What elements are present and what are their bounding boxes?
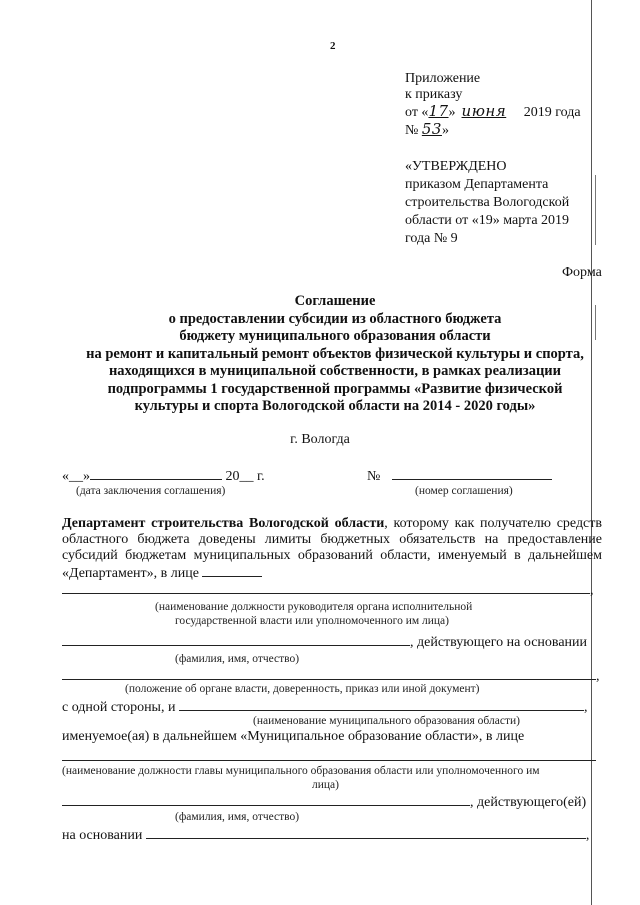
blank-line — [62, 748, 596, 761]
page-number: 2 — [330, 40, 336, 52]
approved-line2: приказом Департамента — [405, 177, 549, 192]
number-blank — [392, 467, 552, 480]
appendix-month: июня — [461, 102, 507, 120]
date-month-blank — [90, 467, 222, 480]
on-basis-field — [62, 826, 589, 844]
one-side-text: с одной стороны, и — [62, 700, 176, 715]
scan-margin-mark — [595, 175, 596, 245]
caption-mo-head: (наименование должности главы муниципального образования области или уполномоченного им — [62, 765, 540, 777]
appendix-line1: Приложение — [405, 71, 481, 86]
number-caption: (номер соглашения) — [415, 485, 513, 497]
appendix-quote: » — [448, 105, 456, 120]
number-sign: № — [367, 469, 381, 484]
comma: , — [590, 583, 594, 598]
appendix-no-prefix: № — [405, 123, 422, 138]
title-line: на ремонт и капитальный ремонт объектов физической культуры и спорта, — [86, 345, 584, 362]
caption-mo: (наименование муниципального образования области) — [253, 715, 520, 727]
title-line: подпрограммы 1 государственной программы «Развитие физической — [107, 380, 563, 397]
caption-mo-head-2: лица) — [312, 779, 339, 791]
blank-line — [202, 564, 262, 577]
title-line: бюджету муниципального образования области — [179, 328, 491, 344]
blank-line — [62, 581, 590, 594]
appendix-number-value: 53 — [421, 120, 442, 138]
on-basis-text: на основании — [62, 828, 143, 843]
appendix-no-suffix: » — [441, 123, 449, 138]
appendix-year: 2019 года — [520, 105, 581, 120]
named-mo-text: именуемое(ая) в дальнейшем «Муниципальное образование области», в лице — [62, 729, 525, 744]
mo-head-field — [62, 748, 596, 766]
appendix-from: от « — [405, 105, 429, 120]
approved-line3: строительства Вологодской — [405, 195, 570, 210]
agreement-date-field — [62, 467, 265, 485]
comma: , — [585, 828, 590, 843]
fio-field — [62, 633, 587, 651]
date-caption: (дата заключения соглашения) — [76, 485, 226, 497]
appendix-day: 17 — [428, 102, 449, 120]
approved-block — [405, 158, 569, 248]
blank-line — [179, 698, 584, 711]
acting-text: , действующего на основании — [410, 635, 588, 650]
paragraph-text: , которому как получателю средств областного бюджета доведены лимиты бюджетных обязательств на предоставление субсидий бюджетам муниципальных образований области, именуемый в дальнейшем «Департамент», в лице — [62, 516, 603, 581]
form-label: Форма — [562, 265, 602, 280]
acting-text-2: , действующего(ей) — [470, 795, 587, 810]
date-day: «__» — [62, 469, 90, 484]
title-line: находящихся в муниципальной собственности, в рамках реализации — [108, 363, 562, 379]
caption-position-2: государственной власти или уполномоченного им лица) — [175, 615, 449, 627]
comma: , — [583, 700, 588, 715]
caption-position: (наименование должности руководителя органа исполнительной — [155, 601, 473, 613]
position-field — [62, 581, 594, 599]
blank-line — [62, 633, 410, 646]
blank-line — [146, 826, 586, 839]
approved-line5: года № 9 — [405, 231, 458, 246]
date-year: 20__ г. — [222, 469, 265, 484]
mo-fio-field — [62, 793, 586, 811]
blank-line — [62, 667, 596, 680]
caption-fio: (фамилия, имя, отчество) — [175, 653, 300, 665]
document-title — [40, 293, 630, 416]
title-line: о предоставлении субсидии из областного бюджета — [168, 310, 502, 327]
approved-line1: «УТВЕРЖДЕНО — [405, 159, 507, 174]
appendix-number — [405, 121, 581, 139]
caption-basis: (положение об органе власти, доверенность, приказ или иной документ) — [125, 683, 480, 695]
appendix-date — [405, 103, 581, 121]
appendix-block — [405, 71, 581, 139]
appendix-line2: к приказу — [405, 87, 463, 102]
caption-mo-fio: (фамилия, имя, отчество) — [175, 811, 300, 823]
city: г. Вологда — [290, 432, 350, 447]
mo-field — [62, 698, 587, 716]
agreement-number-field — [367, 467, 552, 485]
comma: , — [596, 669, 600, 684]
approved-line4: области от «19» марта 2019 — [405, 213, 570, 228]
department-name: Департамент строительства Вологодской области — [62, 516, 385, 531]
title-line: культуры и спорта Вологодской области на 2014 - 2020 годы» — [134, 398, 536, 414]
scan-margin-line — [591, 0, 592, 905]
paragraph-department — [62, 516, 602, 582]
title-line: Соглашение — [294, 293, 376, 309]
blank-line — [62, 793, 470, 806]
